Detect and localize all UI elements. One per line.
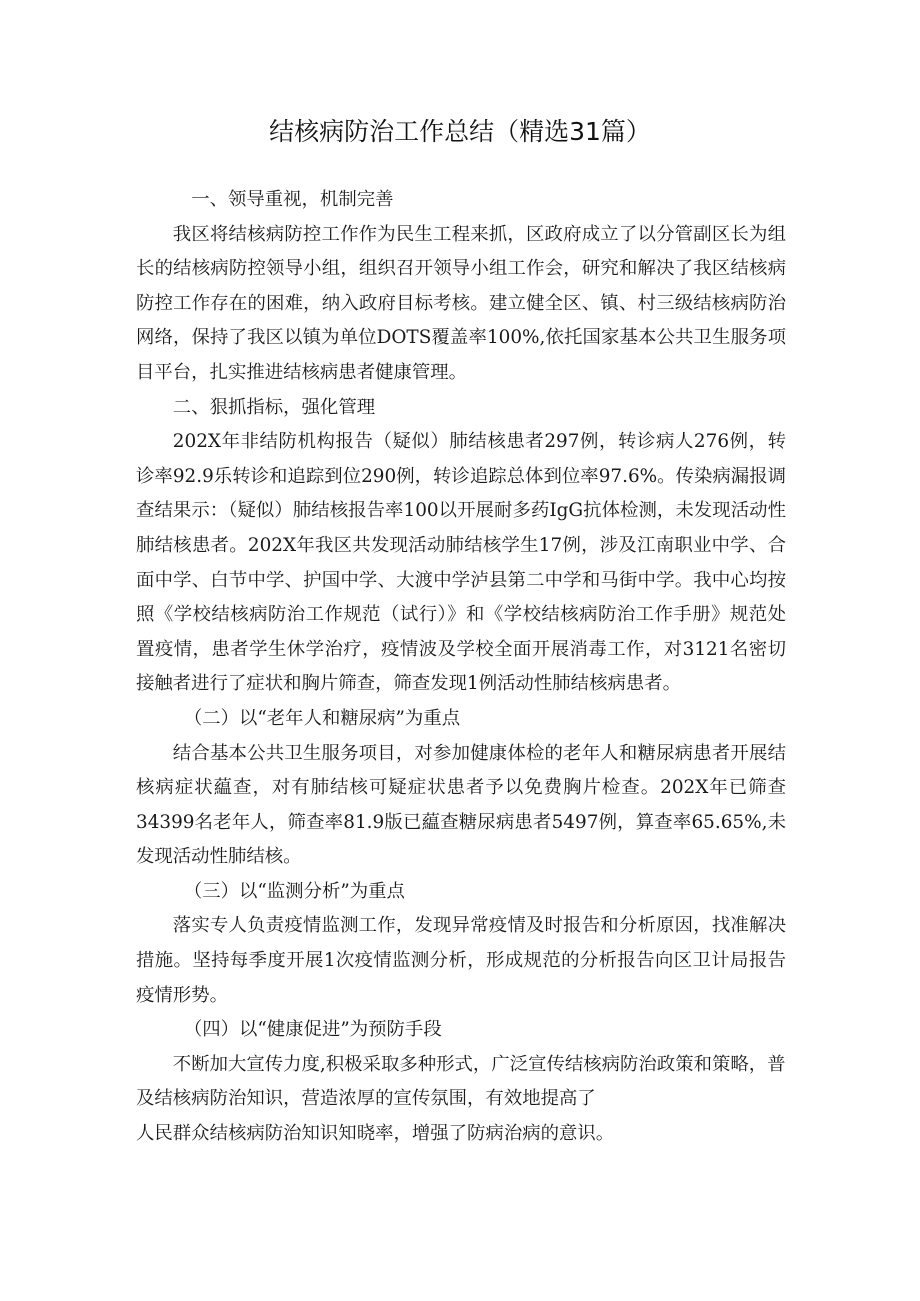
subsection-heading-monitoring: （三）以“监测分析”为重点 <box>183 880 405 902</box>
document-title: 结核病防治工作总结（精选31篇） <box>269 117 651 146</box>
section-heading-leadership: 一、领导重视，机制完善 <box>191 189 394 210</box>
paragraph-health-promotion-continued: 人民群众结核病防治知识知晓率，增强了防病治病的意识。 <box>136 1123 615 1145</box>
section-heading-indicators: 二、狠抓指标，强化管理 <box>172 396 376 418</box>
paragraph-indicators: 202X年非结防机构报告（疑似）肺结核患者297例，转诊病人276例，转诊率92.9乐转诊和追踪到位290例，转诊追踪总体到位率97.6%。传染病漏报调查结果示：（疑似）肺结核报告率100以开展耐多药IgG抗体检测，未发现活动性肺结核患者。202X年我区共发现活动肺结核学生17例，涉及江南职业中学、合面中学、白节中学、护国中学、大渡中学泸县第二中学和马街中学。我中心均按照《学校结核病防治工作规范（试行）》和《学校结核病防治工作手册》规范处置疫情，患者学生休学治疗，疫情波及学校全面开展消毒工作，对3121名密切接触者进行了症状和胸片筛查，筛查发现1例活动性肺结核病患者。 <box>136 431 786 695</box>
paragraph-health-promotion: 不断加大宣传力度,积极采取多种形式，广泛宣传结核病防治政策和策略，普及结核病防治知识，营造浓厚的宣传氛围，有效地提高了 <box>136 1053 786 1110</box>
subsection-heading-health-promotion: （四）以“健康促进”为预防手段 <box>183 1019 442 1041</box>
subsection-heading-elderly-diabetes: （二）以“老年人和糖尿病”为重点 <box>183 707 461 729</box>
document-body <box>136 183 786 1152</box>
paragraph-leadership: 我区将结核病防控工作作为民生工程来抓，区政府成立了以分管副区长为组长的结核病防控领导小组，组织召开领导小组工作会，研究和解决了我区结核病防控工作存在的困难，纳入政府目标考核。建立健全区、镇、村三级结核病防治网络，保持了我区以镇为单位DOTS覆盖率100%,依托国家基本公共卫生服务项目平台，扎实推进结核病患者健康管理。 <box>136 223 786 383</box>
paragraph-elderly-diabetes: 结合基本公共卫生服务项目，对参加健康体检的老年人和糖尿病患者开展结核病症状藴查，对有肺结核可疑症状患者予以免费胸片检查。202X年已筛查34399名老年人，筛查率81.9版已藴查糖尿病患者5497例，算查率65.65%,未发现活动性肺结核。 <box>136 742 786 868</box>
paragraph-monitoring: 落实专人负责疫情监测工作，发现异常疫情及时报告和分析原因，找准解决措施。坚持每季度开展1次疫情监测分析，形成规范的分析报告向区卫计局报告疫情形势。 <box>136 915 786 1006</box>
